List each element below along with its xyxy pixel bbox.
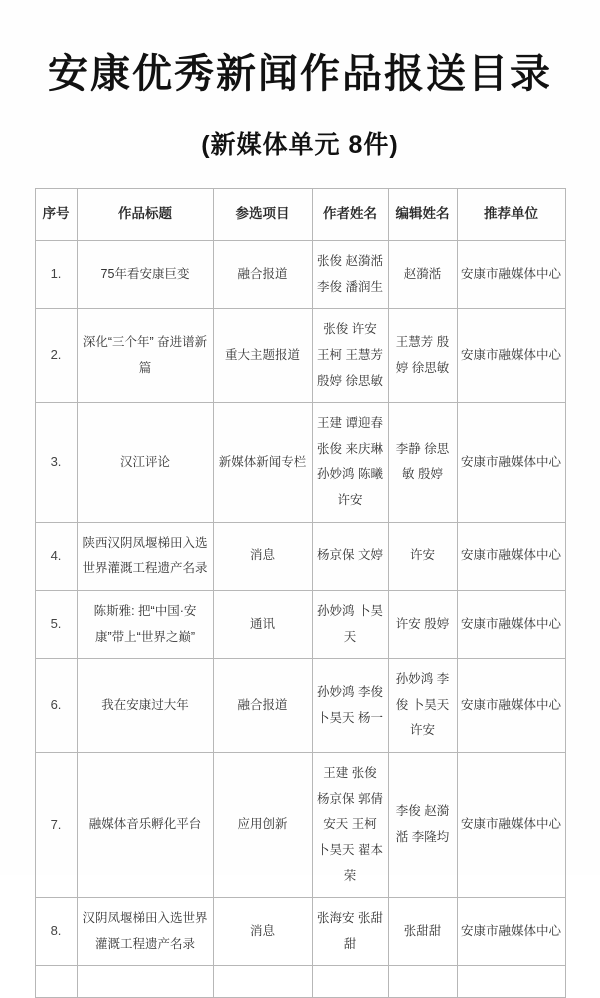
cell-category xyxy=(213,966,312,998)
header-cell-category: 参选项目 xyxy=(213,189,312,241)
cell-authors: 张俊 许安 王柯 王慧芳 殷婷 徐思敏 xyxy=(312,309,388,403)
header-cell-title: 作品标题 xyxy=(77,189,213,241)
cell-unit: 安康市融媒体中心 xyxy=(457,898,565,966)
cell-authors: 张俊 赵漪湉 李俊 潘润生 xyxy=(312,241,388,309)
cell-no: 5. xyxy=(35,590,77,658)
cell-title: 汉江评论 xyxy=(77,403,213,523)
header-cell-authors: 作者姓名 xyxy=(312,189,388,241)
catalog-table xyxy=(35,188,566,998)
table-row xyxy=(35,590,565,658)
cell-editors: 张甜甜 xyxy=(388,898,457,966)
cell-authors: 孙妙鸿 卜昊天 xyxy=(312,590,388,658)
table-row xyxy=(35,403,565,523)
cell-editors: 孙妙鸿 李俊 卜昊天 许安 xyxy=(388,659,457,753)
cell-no: 4. xyxy=(35,522,77,590)
table-row xyxy=(35,659,565,753)
header-cell-unit: 推荐单位 xyxy=(457,189,565,241)
cell-no: 3. xyxy=(35,403,77,523)
cell-editors: 许安 xyxy=(388,522,457,590)
cell-unit: 安康市融媒体中心 xyxy=(457,309,565,403)
cell-unit: 安康市融媒体中心 xyxy=(457,403,565,523)
cell-no: 7. xyxy=(35,753,77,898)
cell-title: 我在安康过大年 xyxy=(77,659,213,753)
cell-authors: 张海安 张甜甜 xyxy=(312,898,388,966)
cell-title xyxy=(77,966,213,998)
cell-category: 消息 xyxy=(213,898,312,966)
cell-unit: 安康市融媒体中心 xyxy=(457,753,565,898)
cell-category: 通讯 xyxy=(213,590,312,658)
cell-unit: 安康市融媒体中心 xyxy=(457,522,565,590)
cell-no: 8. xyxy=(35,898,77,966)
cell-authors: 杨京保 文婷 xyxy=(312,522,388,590)
page-subtitle: (新媒体单元 8件) xyxy=(201,131,399,159)
cell-title: 陕西汉阴凤堰梯田入选世界灌溉工程遗产名录 xyxy=(77,522,213,590)
page-title: 安康优秀新闻作品报送目录 xyxy=(48,52,552,96)
cell-title: 75年看安康巨变 xyxy=(77,241,213,309)
table-row xyxy=(35,753,565,898)
cell-category: 应用创新 xyxy=(213,753,312,898)
header-cell-editors: 编辑姓名 xyxy=(388,189,457,241)
cell-title: 汉阴凤堰梯田入选世界灌溉工程遗产名录 xyxy=(77,898,213,966)
cell-editors: 许安 殷婷 xyxy=(388,590,457,658)
cell-unit xyxy=(457,966,565,998)
cell-title: 陈斯雅: 把“中国·安康”带上“世界之巅” xyxy=(77,590,213,658)
table-row xyxy=(35,522,565,590)
cell-editors xyxy=(388,966,457,998)
cell-no xyxy=(35,966,77,998)
cell-authors: 王建 张俊 杨京保 郭倩 安天 王柯 卜昊天 翟本荣 xyxy=(312,753,388,898)
header-cell-no: 序号 xyxy=(35,189,77,241)
table-row xyxy=(35,898,565,966)
cell-category: 融合报道 xyxy=(213,659,312,753)
cell-unit: 安康市融媒体中心 xyxy=(457,241,565,309)
cell-title: 融媒体音乐孵化平台 xyxy=(77,753,213,898)
table-row xyxy=(35,966,565,998)
header-row xyxy=(35,189,565,241)
table-row xyxy=(35,241,565,309)
cell-authors xyxy=(312,966,388,998)
cell-no: 1. xyxy=(35,241,77,309)
cell-category: 消息 xyxy=(213,522,312,590)
cell-unit: 安康市融媒体中心 xyxy=(457,590,565,658)
cell-category: 重大主题报道 xyxy=(213,309,312,403)
cell-editors: 李静 徐思敏 殷婷 xyxy=(388,403,457,523)
cell-editors: 赵漪湉 xyxy=(388,241,457,309)
cell-unit: 安康市融媒体中心 xyxy=(457,659,565,753)
table-row xyxy=(35,309,565,403)
cell-editors: 王慧芳 殷婷 徐思敏 xyxy=(388,309,457,403)
cell-editors: 李俊 赵漪湉 李隆均 xyxy=(388,753,457,898)
cell-title: 深化“三个年” 奋进谱新篇 xyxy=(77,309,213,403)
cell-authors: 王建 谭迎春 张俊 来庆琳 孙妙鸿 陈曦 许安 xyxy=(312,403,388,523)
cell-authors: 孙妙鸿 李俊 卜昊天 杨一 xyxy=(312,659,388,753)
cell-no: 6. xyxy=(35,659,77,753)
cell-category: 融合报道 xyxy=(213,241,312,309)
cell-no: 2. xyxy=(35,309,77,403)
cell-category: 新媒体新闻专栏 xyxy=(213,403,312,523)
